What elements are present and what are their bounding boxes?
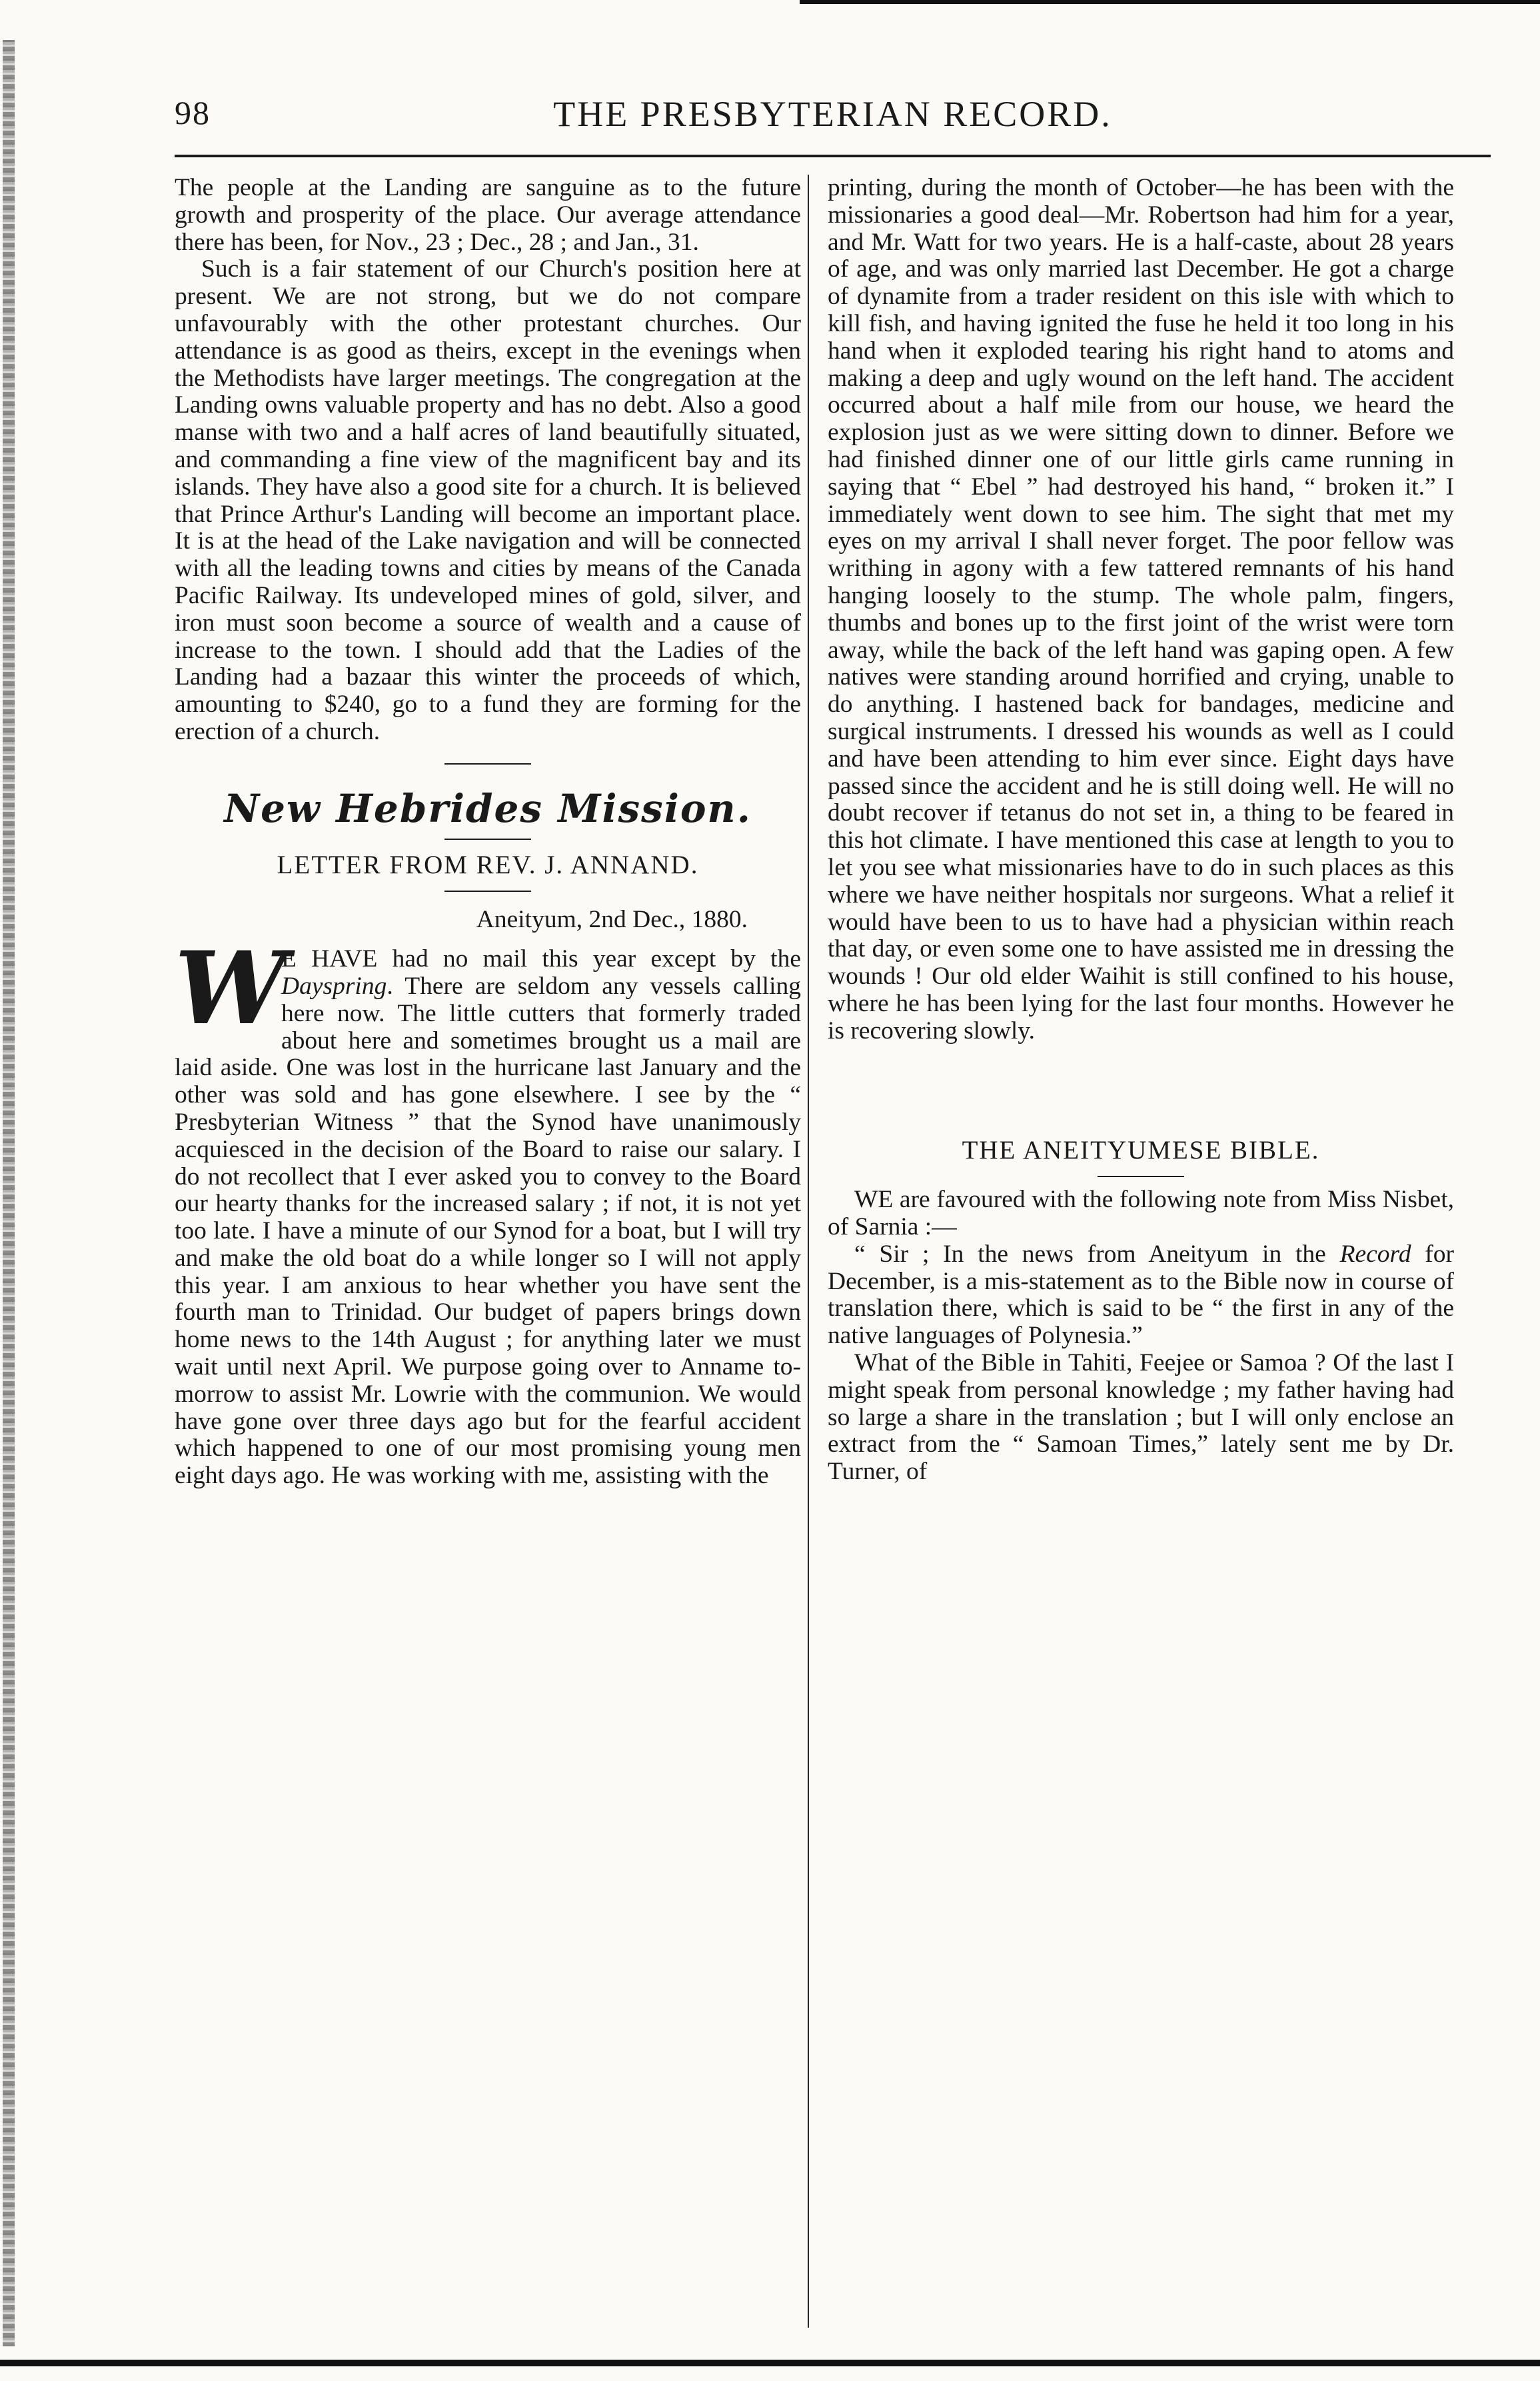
quote-start: “ Sir ; In the news from Aneityum in the: [854, 1240, 1326, 1268]
paragraph: What of the Bible in Tahiti, Feejee or Samoa ? Of the last I might speak from personal knowledge ; my father having had so large a share in the translation ; but I will only enclose an extract from the “ Samoan Times,” lately sent me by Dr. Turner, of: [828, 1349, 1454, 1486]
letter-text-start: E HAVE had no mail this year except by the: [281, 945, 801, 973]
drop-cap: W: [175, 930, 287, 1048]
ship-name: Dayspring: [281, 972, 387, 1000]
paragraph: printing, during the month of October—he has been with the missionaries a good deal—Mr. Robertson had him for a year, and Mr. Watt for two years. He is a half-caste, about 28 years of age, and was only married last December. He got a charge of dynamite from a trader resident on this isle with which to kill fish, and having ignited the fuse he held it too long in his hand when it exploded tearing his right hand to atoms and making a deep and ugly wound on the left hand. The accident occurred about a half mile from our house, we heard the explosion just as we were sitting down to dinner. Before we had finished dinner one of our little girls came running in saying that “ Ebel ” had destroyed his hand, “ broken it.” I immediately went down to see him. The sight that met my eyes on my arrival I shall never forget. The poor fellow was writhing in agony with a few tattered remnants of his hand hanging loosely to the stump. The whole palm, fingers, thumbs and bones up to the first joint of the wrist were torn away, while the back of the left hand was gaping open. A few natives were standing around horrified and crying, unable to do anything. I hastened back for bandages, medicine and surgical instruments. I dressed his wounds as well as I could and have been attending to him ever since. Eight days have passed since the accident and he is still doing well. He will no doubt recover if tetanus do not set in, a thing to be feared in this hot climate. I have mentioned this case at length to you to let you see what missionaries have to do in such places as this where we have neither hospitals nor surgeons. What a relief it would have been to us to have had a physician within reach that day, or even some one to have assisted me in dressing the wounds ! Our old elder Waihit is still confined to his house, where he has been lying for the last four months. However he is recovering slowly.: [828, 174, 1454, 1045]
quote-rest: for December, is a mis-statement as to the Bible now in course of translation there, which is said to be “ the first in any of the native languages of Polynesia.”: [828, 1240, 1455, 1350]
page-header: [175, 93, 1491, 153]
divider-rule: [444, 891, 531, 892]
dateline: Aneityum, 2nd Dec., 1880.: [476, 906, 748, 934]
publication-name: Record: [1339, 1240, 1411, 1268]
page-number: 98: [175, 94, 211, 131]
section-heading: New Hebrides Mission.: [224, 785, 752, 831]
paragraph: The people at the Landing are sanguine as to the future growth and prosperity of the place. Our average attendance there has been, for Nov., 23 ; Dec., 28 ; and Jan., 31.: [175, 174, 801, 256]
paragraph: Such is a fair statement of our Church's position here at present. We are not strong, but we do not compare unfavourably with the other protestant churches. Our attendance is as good as theirs, except in the evenings when the Methodists have larger meetings. The congregation at the Landing owns valuable property and has no debt. Also a good manse with two and a half acres of land beautifully situated, and commanding a fine view of the magnificent bay and its islands. They have also a good site for a church. It is believed that Prince Arthur's Landing will become an important place. It is at the head of the Lake navigation and will be connected with all the leading towns and cities by means of the Canada Pacific Railway. Its undeveloped mines of gold, silver, and iron must soon become a source of wealth and a cause of increase to the town. I should add that the Ladies of the Landing had a bazaar this winter the proceeds of which, amounting to $240, go to a fund they are forming for the erection of a church.: [175, 255, 801, 745]
section-heading: THE ANEITYUMESE BIBLE.: [962, 1135, 1320, 1165]
divider-rule: [444, 839, 531, 840]
header-rule: [175, 155, 1491, 157]
divider-rule: [444, 763, 531, 765]
section-spacer: [828, 1045, 1454, 1125]
left-column: [175, 175, 801, 1490]
letter-text-rest: . There are seldom any vessels calling here now. The little cutters that formerly traded about here and sometimes brought us a mail are laid aside. One was lost in the hurricane last January and the other was sold and has gone elsewhere. I see by the “ Presbyterian Witness ” that the Synod have unanimously acquiesced in the decision of the Board to raise our salary. I do not recollect that I ever asked you to convey to the Board our hearty thanks for the increased salary ; if not, it is not yet too late. I have a minute of our Synod for a boat, but I will try and make the old boat do a while longer so I will not apply this year. I am anxious to hear whether you have sent the fourth man to Trinidad. Our budget of papers brings down home news to the 14th August ; for anything later we must wait until next April. We purpose going over to Anname to-morrow to assist Mr. Lowrie with the communion. We would have gone over three days ago but for the fearful accident which happened to one of our most promising young men eight days ago. He was working with me, assisting with the: [175, 972, 801, 1490]
letter-heading: LETTER FROM REV. J. ANNAND.: [277, 850, 699, 879]
scan-edge-left: [3, 40, 15, 2346]
right-column: [828, 175, 1454, 1486]
letter-body: [175, 930, 801, 1490]
paragraph: WE are favoured with the following note from Miss Nisbet, of Sarnia :—: [828, 1186, 1454, 1241]
column-divider: [808, 175, 809, 2328]
scan-edge-top: [800, 0, 1540, 4]
running-title: THE PRESBYTERIAN RECORD.: [553, 94, 1112, 134]
scan-edge-bottom: [0, 2360, 1540, 2366]
paragraph: [828, 1241, 1454, 1350]
divider-rule: [1098, 1176, 1184, 1177]
